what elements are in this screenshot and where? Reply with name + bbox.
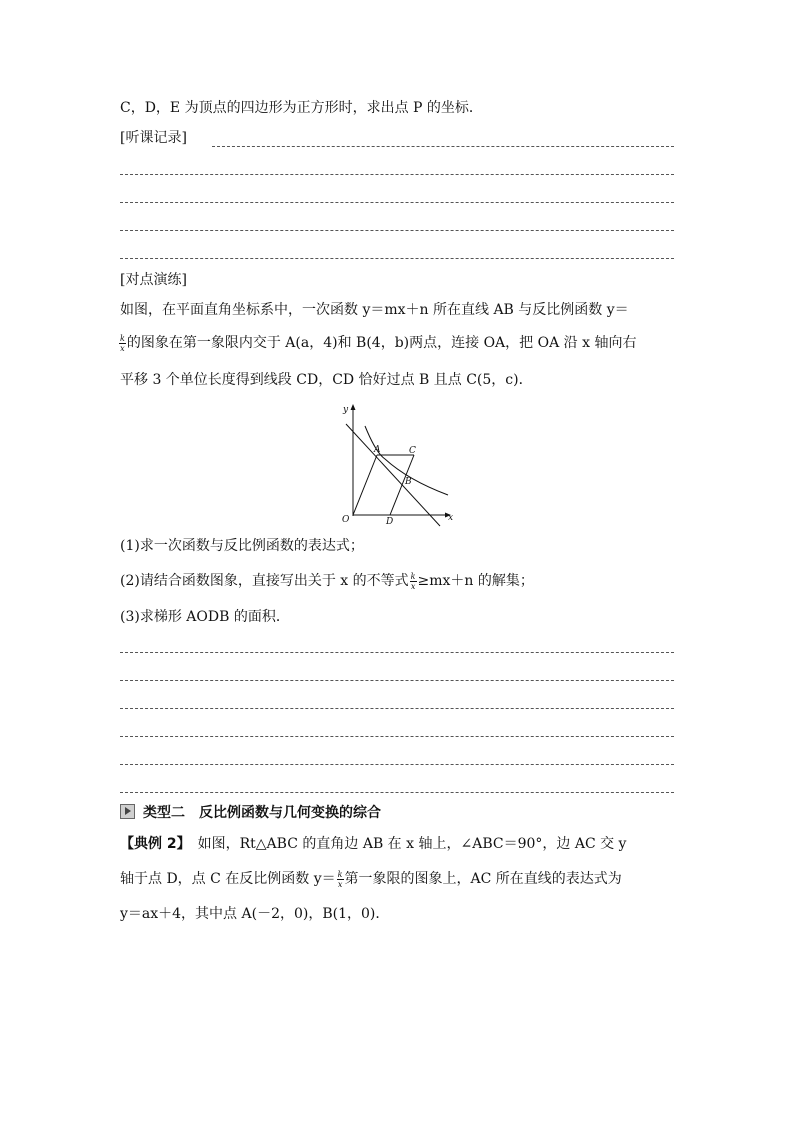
label-c: C bbox=[409, 446, 416, 456]
fraction-k-over-x: $\frac{k}{x}$ bbox=[337, 869, 343, 889]
section-title: 类型二 反比例函数与几何变换的综合 bbox=[143, 805, 381, 821]
practice-line-1: 如图，在平面直角坐标系中，一次函数 y＝mx＋n 所在直线 AB 与反比例函数 y＝ bbox=[120, 302, 629, 318]
example-2-label: 【典例 2】 bbox=[120, 836, 184, 852]
answer-line bbox=[120, 652, 674, 653]
question-2-text-b: ≥mx＋n 的解集； bbox=[417, 573, 534, 589]
question-2-text-a: (2)请结合函数图象，直接写出关于 x 的不等式 bbox=[120, 573, 409, 589]
example-2-text-2a: 轴于点 D，点 C 在反比例函数 y＝ bbox=[120, 871, 336, 887]
label-x: x bbox=[448, 513, 454, 523]
question-1: (1)求一次函数与反比例函数的表达式； bbox=[120, 538, 364, 554]
label-a: A bbox=[374, 445, 381, 455]
label-d: D bbox=[386, 517, 394, 527]
answer-line bbox=[120, 202, 674, 203]
segment-oa bbox=[353, 455, 377, 515]
answer-line bbox=[120, 764, 674, 765]
answer-line bbox=[212, 146, 674, 147]
y-axis-arrow bbox=[351, 404, 356, 410]
example-2-line-3: y＝ax＋4，其中点 A(－2，0)，B(1，0)． bbox=[120, 906, 390, 922]
practice-line-3: 平移 3 个单位长度得到线段 CD，CD 恰好过点 B 且点 C(5，c)． bbox=[120, 372, 533, 388]
answer-line bbox=[120, 708, 674, 709]
question-2 bbox=[120, 571, 534, 591]
fraction-k-over-x: $\frac{k}{x}$ bbox=[120, 333, 125, 353]
example-2-text-2b: 第一象限的图象上，AC 所在直线的表达式为 bbox=[344, 871, 622, 887]
label-b: B bbox=[405, 477, 412, 487]
label-y: y bbox=[343, 405, 349, 415]
answer-line bbox=[120, 258, 674, 259]
answer-line bbox=[120, 230, 674, 231]
practice-line-2-text: 的图象在第一象限内交于 A(a，4)和 B(4，b)两点，连接 OA，把 OA 沿 x 轴向右 bbox=[126, 335, 637, 351]
fraction-k-over-x: $\frac{k}{x}$ bbox=[410, 571, 416, 591]
line-ab bbox=[346, 424, 440, 526]
practice-label: [对点演练] bbox=[120, 272, 187, 288]
practice-line-2 bbox=[118, 333, 636, 353]
section-heading bbox=[120, 803, 381, 823]
answer-line bbox=[120, 174, 674, 175]
answer-line bbox=[120, 680, 674, 681]
example-2-line-1 bbox=[120, 834, 626, 854]
question-3: (3)求梯形 AODB 的面积． bbox=[120, 609, 290, 625]
intro-line: C，D，E 为顶点的四边形为正方形时，求出点 P 的坐标． bbox=[120, 100, 483, 116]
notes-label: [听课记录] bbox=[120, 130, 187, 146]
label-o: O bbox=[342, 515, 350, 525]
answer-line bbox=[120, 792, 674, 793]
example-2-line-2 bbox=[120, 869, 622, 889]
example-2-text-1: 如图，Rt△ABC 的直角边 AB 在 x 轴上，∠ABC＝90°，边 AC 交 y bbox=[183, 836, 627, 852]
play-triangle-icon bbox=[120, 804, 135, 819]
answer-line bbox=[120, 736, 674, 737]
coordinate-figure bbox=[338, 398, 468, 528]
